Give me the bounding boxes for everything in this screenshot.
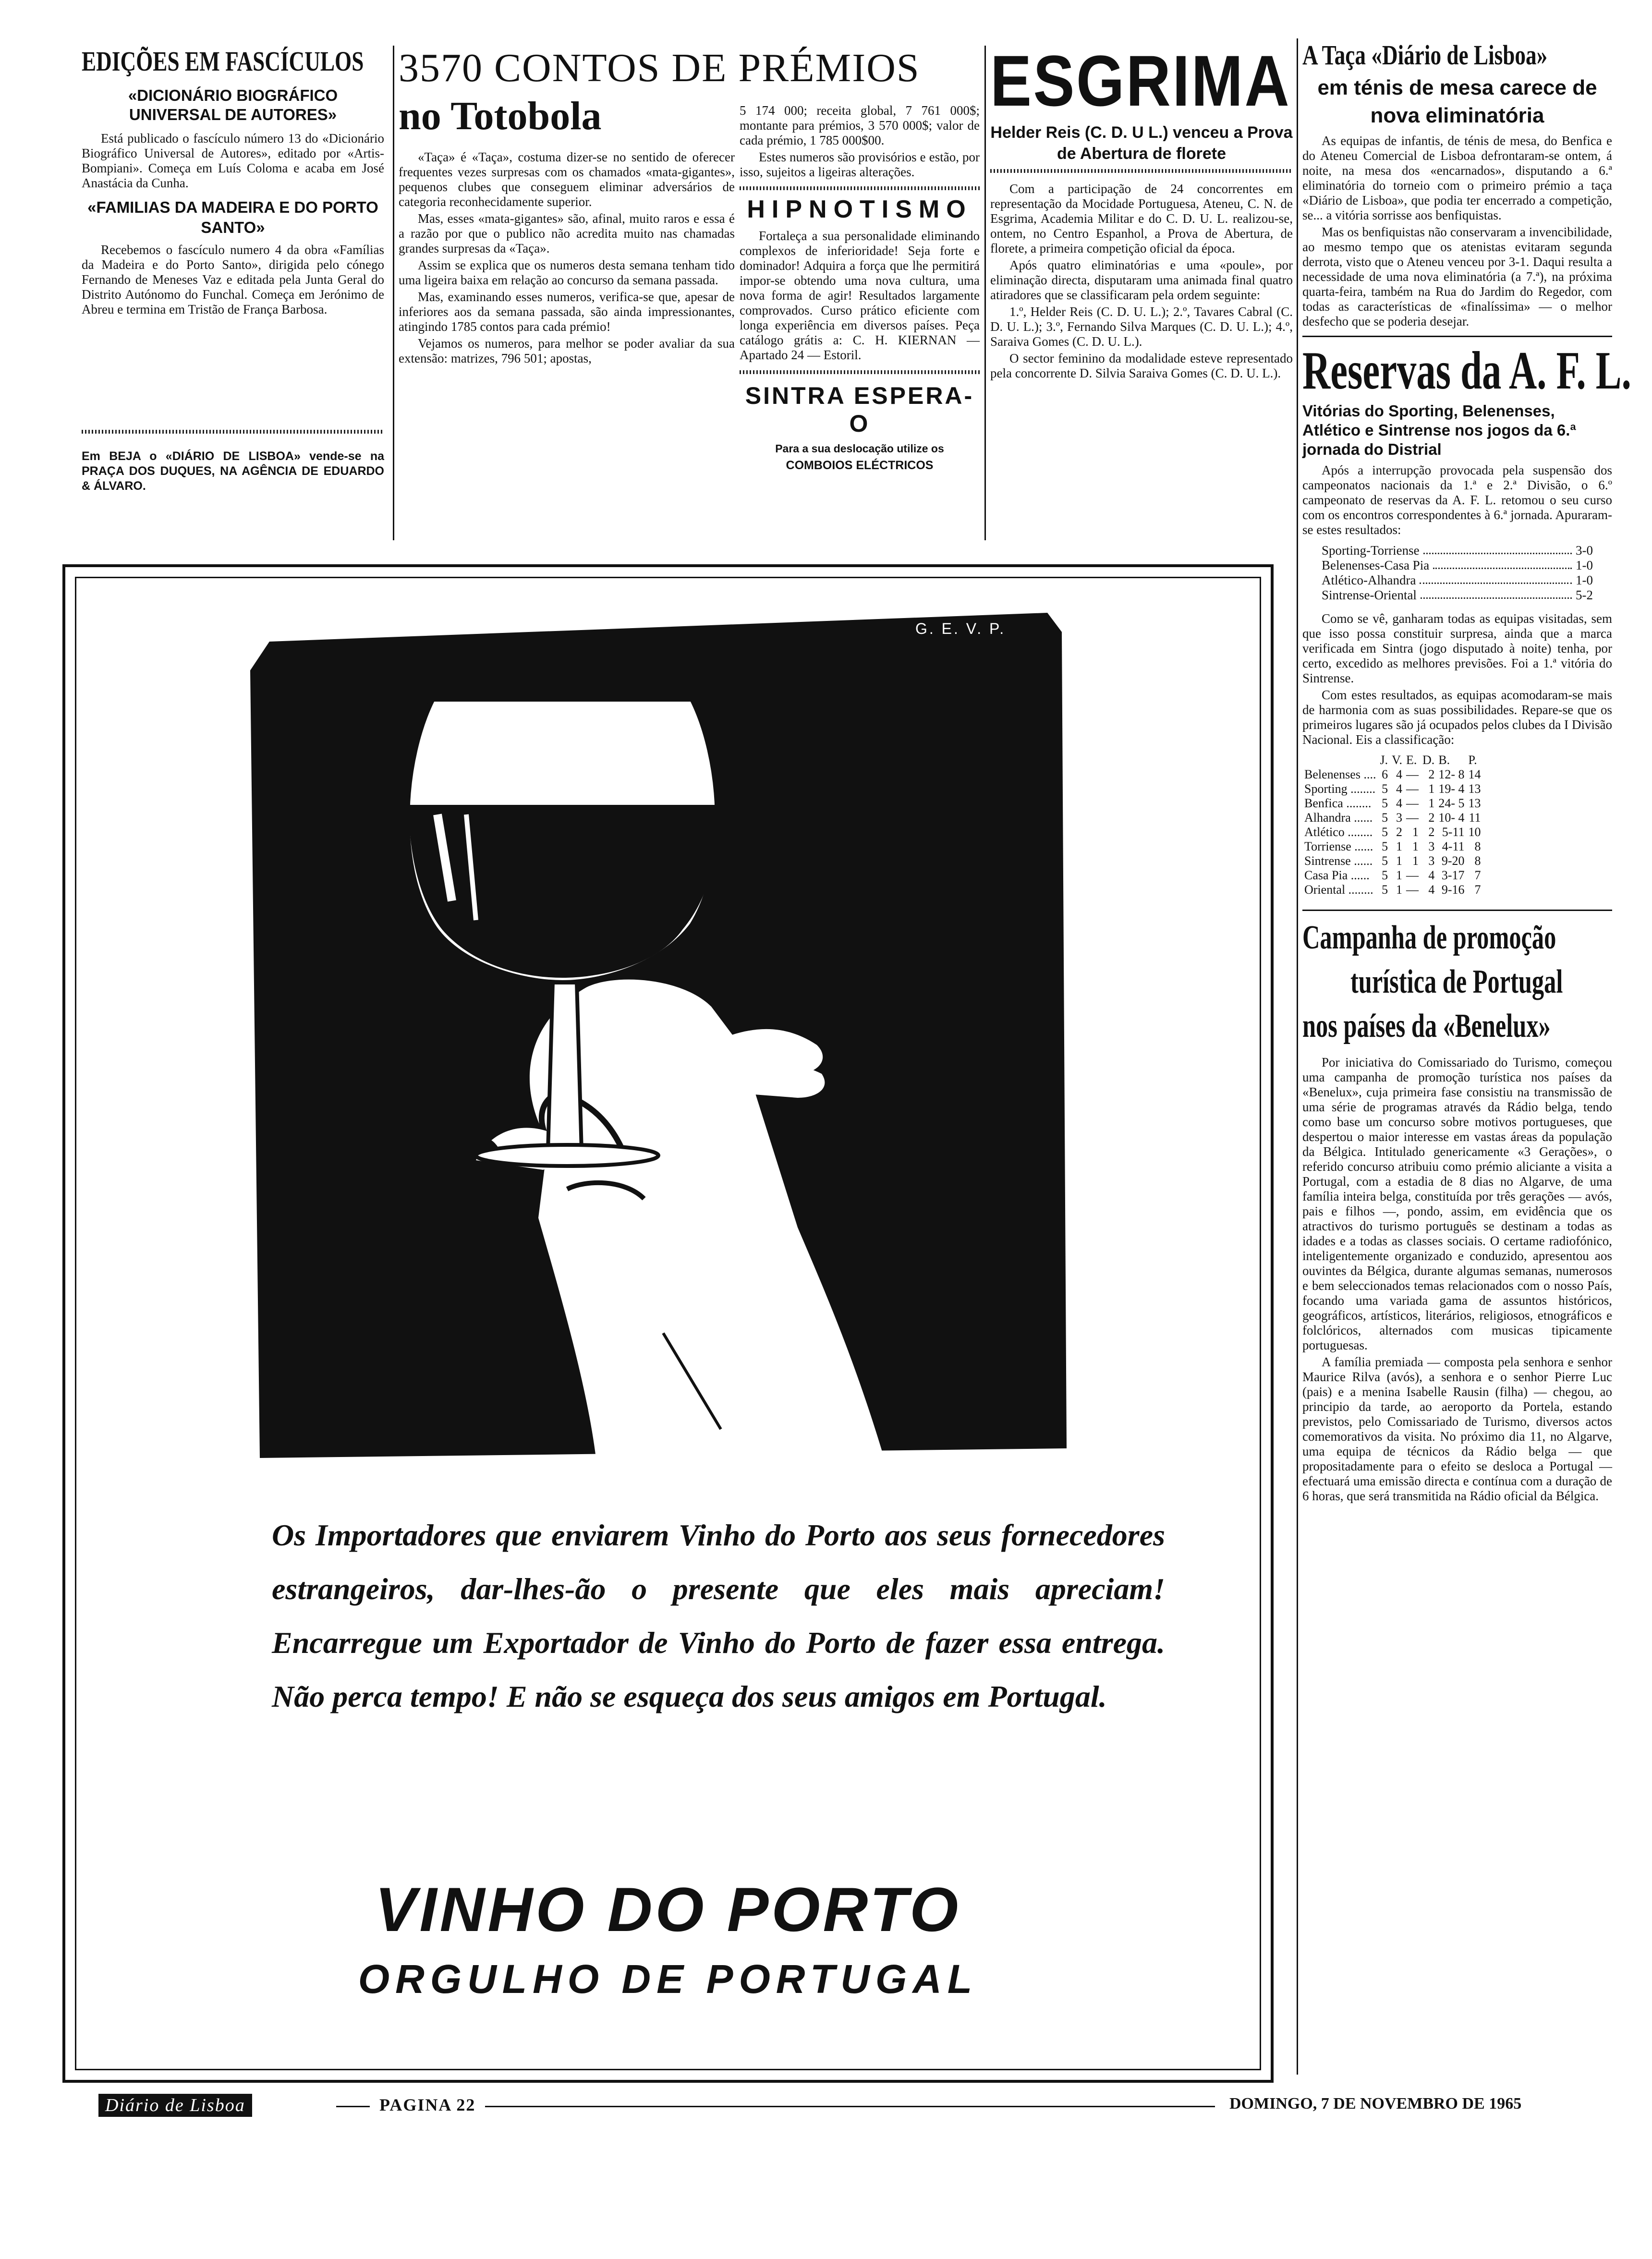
table-cell: 9-16 bbox=[1441, 883, 1465, 897]
table-header: E. bbox=[1406, 753, 1417, 767]
team-name: Belenenses .... bbox=[1304, 767, 1376, 781]
table-cell: 12- 8 bbox=[1438, 767, 1465, 781]
table-cell: 4 bbox=[1428, 883, 1435, 897]
beja-notice: Em BEJA o «DIÁRIO DE LISBOA» vende-se na PRAÇA DOS DUQUES, NA AGÊNCIA DE EDUARDO & ÁLVARO. bbox=[82, 449, 384, 493]
table-cell: 4 bbox=[1396, 796, 1403, 810]
slogan-vinho-do-porto: VINHO DO PORTO bbox=[375, 1874, 961, 1944]
table-cell: 11 bbox=[1469, 811, 1481, 825]
table-row bbox=[1302, 883, 1482, 897]
table-cell: 2 bbox=[1428, 811, 1435, 825]
subheading-taca: em ténis de mesa carece de nova eliminatória bbox=[1317, 76, 1597, 127]
divider bbox=[740, 186, 980, 190]
subheading-dicionario: «DICIONÁRIO BIOGRÁFICO UNIVERSAL DE AUTORES» bbox=[128, 86, 338, 123]
table-cell: 3 bbox=[1428, 854, 1435, 868]
table-cell: 5-11 bbox=[1442, 825, 1465, 839]
table-cell: 1 bbox=[1428, 782, 1435, 796]
table-header: D. bbox=[1422, 753, 1435, 767]
team-name: Torriense ...... bbox=[1304, 839, 1373, 853]
table-row bbox=[1302, 839, 1482, 854]
table-cell: 4 bbox=[1396, 767, 1403, 781]
table-cell: 13 bbox=[1468, 782, 1481, 796]
column-hipnotismo bbox=[740, 103, 980, 540]
slogan-orgulho: ORGULHO DE PORTUGAL bbox=[358, 1956, 978, 2002]
table-cell: 4 bbox=[1396, 782, 1403, 796]
table-cell: 8 bbox=[1474, 854, 1481, 868]
wine-glass-illustration bbox=[250, 613, 1076, 1468]
team-name: Sintrense ...... bbox=[1304, 854, 1373, 868]
headline-totobola-2: no Totobola bbox=[399, 94, 602, 138]
table-cell: 1 bbox=[1428, 796, 1435, 810]
paragraph-totobola-cont: 5 174 000; receita global, 7 761 000$; montante para prémios, 3 570 000$; valor de cada prémio, 1 785 000$00. bbox=[740, 103, 980, 147]
footer-rule bbox=[485, 2106, 1215, 2107]
table-cell: 14 bbox=[1468, 767, 1481, 781]
table-cell: 5 bbox=[1382, 839, 1388, 853]
table-cell: 1 bbox=[1396, 868, 1403, 882]
table-cell: 10 bbox=[1468, 825, 1481, 839]
table-cell: 2 bbox=[1428, 825, 1435, 839]
table-cell: 1 bbox=[1396, 854, 1403, 868]
table-cell: 1 bbox=[1412, 839, 1419, 853]
table-cell: 2 bbox=[1428, 767, 1435, 781]
paragraph-reservas-1: Após a interrupção provocada pela suspensão dos campeonatos nacionais da 1.ª e 2.ª Divisão, o 6.º campeonato de reservas da A. F. L. retomou o seu curso com os encontros correspondentes à 6.ª jornada. Apuraram-se estes resultados: bbox=[1302, 463, 1612, 537]
headline-esgrima: ESGRIMA bbox=[990, 40, 1291, 121]
divider bbox=[1302, 336, 1612, 337]
table-cell: — bbox=[1406, 811, 1419, 825]
table-row bbox=[1302, 782, 1482, 796]
footer-masthead: Diário de Lisboa bbox=[98, 2094, 252, 2117]
table-row bbox=[1302, 854, 1482, 868]
paragraph-hipnotismo: Fortaleça a sua personalidade eliminando complexos de inferioridade! Seja forte e dominador! Adquira a força que lhe permitirá impor-se obtendo uma nova cultura, uma nova forma de agir! Resultados largamente comprovados. Curso prático eficiente com longa experiência em diversos países. Peça catálogo grátis a: C. H. KIERNAN — Apartado 24 — Estoril. bbox=[740, 229, 980, 362]
table-cell: 3-17 bbox=[1441, 868, 1465, 882]
headline-edicoes: EDIÇÕES EM FASCÍCULOS bbox=[82, 46, 364, 77]
column-rule bbox=[393, 46, 394, 540]
table-row bbox=[1302, 825, 1482, 839]
divider bbox=[740, 370, 980, 374]
team-name: Alhandra ...... bbox=[1304, 811, 1373, 825]
table-cell: 1 bbox=[1412, 825, 1419, 839]
subheading-reservas: Vitórias do Sporting, Belenenses, Atlético e Sintrense nos jogos da 6.ª jornada do Distrial bbox=[1302, 402, 1576, 458]
result-row: Sintrense-Oriental 5-2 bbox=[1322, 588, 1593, 602]
paragraph-totobola-3: Assim se explica que os numeros desta semana tenham tido uma ligeira baixa em relação ao concurso da semana passada. bbox=[399, 258, 735, 287]
headline-taca: A Taça «Diário de Lisboa» bbox=[1302, 39, 1548, 71]
table-cell: 8 bbox=[1474, 839, 1481, 853]
paragraph-reservas-2: Como se vê, ganharam todas as equipas visitadas, sem que isso possa constituir surpresa, ainda que a marca verificada em Sintra (jogo disputado à noite) tenha, por certo, excedido as melhores previsões. Foi a 1.ª vitória do Sintrense. bbox=[1302, 611, 1612, 685]
table-cell: 4 bbox=[1428, 868, 1435, 882]
table-cell: 19- 4 bbox=[1438, 782, 1465, 796]
table-cell: 4-11 bbox=[1442, 839, 1465, 853]
paragraph-familias: Recebemos o fascículo numero 4 da obra «Famílias da Madeira e do Porto Santo», dirigida pelo cónego Fernando de Meneses Vaz e editada pela Junta Geral do Distrito Autónomo do Funchal. Começa em Jerónimo de Abreu e termina em Tristão de França Barbosa. bbox=[82, 243, 384, 316]
paragraph-esgrima-3: 1.º, Helder Reis (C. D. U. L.); 2.º, Tavares Cabral (C. D. U. L.); 3.º, Fernando Silva Marques (C. D. U. L.); 4.º, Saraiva Gomes (C. D. U. L.). bbox=[990, 304, 1293, 349]
paragraph-taca-2: Mas os benfiquistas não conservaram a invencibilidade, ao mesmo tempo que os atenistas evitaram segunda derrota, visto que o Ateneu venceu por 3-1. Daqui resulta a necessidade de uma nova eliminatória (a 7.ª), na próxima quarta-feira, também na Rua do Jardim do Regedor, com todas as características de «finalíssima» — o melhor desfecho que se poderia desejar. bbox=[1302, 225, 1612, 328]
paragraph-campanha-1: Por iniciativa do Comissariado do Turismo, começou uma campanha de promoção turística nos países da «Benelux», cuja primeira fase consistiu na transmissão de uma série de programas através da Rádio belga, tendo como base um concurso sobre motivos portugueses, que despertou o maior interesse em vastas áreas da população da Bélgica. Intitulado genericamente «3 Gerações», o referido concurso atribuiu como prémio aliciante a visita a Portugal, com a estadia de 8 dias no Algarve, de uma família inteira belga, constituída por três gerações — avós, pais e filhos —, pondo, assim, em evidência que os atractivos do turismo português se destinam a todas as idades e a todas as classes sociais. O certame radiofónico, inteligentemente organizado e conduzido, apresentou aos ouvintes da Bélgica, durante algumas semanas, numerosos e bem seleccionados temas relacionados com o nosso País, focando uma variada gama de assuntos históricos, geográficos, artísticos, literários, religiosos, etnográficos e folclóricos, alternados com musicas tipicamente portuguesas. bbox=[1302, 1055, 1612, 1352]
divider bbox=[82, 430, 384, 434]
table-cell: 10- 4 bbox=[1438, 811, 1465, 825]
paragraph-campanha-2: A família premiada — composta pela senhora e senhor Maurice Rilva (avós), a senhora e o senhor Pierre Luc (pais) e a menina Isabelle Rausin (filha) — chegou, ao principio da tarde, ao aeroporto da Portela, estando previstos, pelo Comissariado de Turismo, diversos actos comemorativos da visita. No próximo dia 11, no Algarve, uma equipa de técnicos da Rádio belga — que propositadamente para o efeito se desloca a Portugal — efectuará uma emissão directa e contínua com a duração de 6 horas, que será transmitida na Rádio oficial da Bélgica. bbox=[1302, 1355, 1612, 1503]
column-rule bbox=[984, 46, 986, 540]
headline-campanha: Campanha de promoção bbox=[1302, 919, 1556, 956]
table-header: V. bbox=[1392, 753, 1403, 767]
paragraph-totobola-cont-2: Estes numeros são provisórios e estão, por isso, sujeitos a ligeiras alterações. bbox=[740, 150, 980, 179]
table-row bbox=[1302, 796, 1482, 811]
table-cell: 7 bbox=[1474, 883, 1481, 897]
paragraph-esgrima-4: O sector feminino da modalidade esteve representado pela concorrente D. Silvia Saraiva Gomes (C. D. U. L.). bbox=[990, 351, 1293, 380]
table-row bbox=[1302, 767, 1482, 782]
table-cell: — bbox=[1406, 782, 1419, 796]
issue-date: DOMINGO, 7 DE NOVEMBRO DE 1965 bbox=[1229, 2095, 1522, 2113]
headline-campanha-3: nos países da «Benelux» bbox=[1302, 1008, 1551, 1044]
table-row bbox=[1302, 868, 1482, 883]
table-header: B. bbox=[1438, 753, 1450, 767]
table-cell: — bbox=[1406, 796, 1419, 810]
paragraph-totobola-2: Mas, esses «mata-gigantes» são, afinal, muito raros e essa é a razão por que o publico não acredita muito nas chamadas grandes surpresas da «Taça». bbox=[399, 211, 735, 255]
headline-reservas: Reservas da A. F. L. bbox=[1302, 341, 1631, 401]
subheading-familias: «FAMILIAS DA MADEIRA E DO PORTO SANTO» bbox=[87, 198, 378, 236]
table-cell: 7 bbox=[1474, 868, 1481, 882]
result-row: Sporting-Torriense 3-0 bbox=[1322, 543, 1593, 558]
paragraph-totobola-5: Vejamos os numeros, para melhor se poder avaliar da sua extensão: matrizes, 796 501; apostas, bbox=[399, 336, 735, 365]
table-cell: 9-20 bbox=[1441, 854, 1465, 868]
divider bbox=[990, 169, 1293, 173]
sintra-line-1: Para a sua deslocação utilize os bbox=[775, 442, 944, 455]
headline-campanha-2: turística de Portugal bbox=[1350, 963, 1563, 1000]
paragraph-totobola-4: Mas, examinando esses numeros, verifica-se que, apesar de inferiores aos da semana passada, são ainda impressionantes, atingindo 1785 contos para cada prémio! bbox=[399, 290, 735, 334]
paragraph-reservas-3: Com estes resultados, as equipas acomodaram-se mais de harmonia com as suas possibilidades. Repare-se que os primeiros lugares são já ocupados pelos clubes da I Divisão Nacional. Eis a classificação: bbox=[1302, 688, 1612, 747]
table-cell: 13 bbox=[1468, 796, 1481, 810]
table-cell: 1 bbox=[1396, 883, 1403, 897]
table-cell: 2 bbox=[1396, 825, 1403, 839]
column-esgrima bbox=[990, 42, 1293, 542]
table-cell: 3 bbox=[1428, 839, 1435, 853]
table-header: P. bbox=[1468, 753, 1477, 767]
table-cell: 24- 5 bbox=[1438, 796, 1465, 810]
page-number: PAGINA 22 bbox=[379, 2095, 476, 2114]
table-cell: 5 bbox=[1382, 811, 1388, 825]
table-cell: 1 bbox=[1412, 854, 1419, 868]
results-list bbox=[1322, 543, 1593, 603]
team-name: Sporting ........ bbox=[1304, 782, 1376, 796]
heading-hipnotismo: HIPNOTISMO bbox=[747, 195, 972, 223]
team-name: Casa Pia ...... bbox=[1304, 868, 1370, 882]
column-edicoes bbox=[82, 46, 384, 535]
team-name: Atlético ........ bbox=[1304, 825, 1373, 839]
team-name: Oriental ........ bbox=[1304, 883, 1373, 897]
table-cell: 1 bbox=[1396, 839, 1403, 853]
heading-sintra: SINTRA ESPERA-O bbox=[745, 382, 974, 437]
paragraph-taca-1: As equipas de infantis, de ténis de mesa, do Benfica e do Ateneu Comercial de Lisboa defrontaram-se ontem, á noite, na mesa dos «encarnados», disputando a 6.ª eliminatória do torneio com o primeiro prémio a taça «Diário de Lisboa», que podia ter encerrado a competição, se... a vitória sorrisse aos benfiquistas. bbox=[1302, 134, 1612, 222]
subheading-esgrima: Helder Reis (C. D. U L.) venceu a Prova de Abertura de florete bbox=[990, 123, 1293, 163]
footer-rule bbox=[336, 2106, 370, 2107]
table-cell: 6 bbox=[1382, 767, 1388, 781]
table-cell: 3 bbox=[1396, 811, 1403, 825]
port-wine-advertisement bbox=[62, 564, 1274, 2083]
table-cell: 5 bbox=[1382, 868, 1388, 882]
team-name: Benfica ........ bbox=[1304, 796, 1372, 810]
table-cell: — bbox=[1406, 767, 1419, 781]
result-row: Atlético-Alhandra 1-0 bbox=[1322, 573, 1593, 587]
column-right bbox=[1302, 38, 1631, 2075]
headline-totobola: 3570 CONTOS DE PRÉMIOS bbox=[399, 46, 920, 90]
divider bbox=[1302, 910, 1612, 911]
paragraph-dicionario: Está publicado o fascículo número 13 do «Dicionário Biográfico Universal de Autores», editado por «Artis-Bompiani». Começa em Luís Coloma e acaba em José Anastácia da Cunha. bbox=[82, 131, 384, 190]
table-row bbox=[1302, 811, 1482, 825]
sintra-line-2: COMBOIOS ELÉCTRICOS bbox=[786, 459, 934, 472]
classification-table bbox=[1302, 753, 1482, 897]
table-cell: 5 bbox=[1382, 796, 1388, 810]
paragraph-totobola-1: «Taça» é «Taça», costuma dizer-se no sentido de oferecer frequentes vezes surpresas com os chamados «mata-gigantes», pequenos clubes que conseguem eliminar adversários de categoria reconhecidamente superior. bbox=[399, 150, 735, 209]
result-row: Belenenses-Casa Pia 1-0 bbox=[1322, 558, 1593, 572]
advertisement-copy: Os Importadores que enviarem Vinho do Porto aos seus fornecedores estrangeiros, dar-lhes-ão o presente que eles mais apreciam! Encarregue um Exportador de Vinho do Porto de fazer essa entrega. Não perca tempo! E não se esqueça dos seus amigos em Portugal. bbox=[272, 1518, 1165, 1713]
table-cell: 5 bbox=[1382, 825, 1388, 839]
table-cell: 5 bbox=[1382, 854, 1388, 868]
table-header: J. bbox=[1380, 753, 1388, 767]
artist-signature: G. E. V. P. bbox=[915, 620, 1006, 637]
table-cell: 5 bbox=[1382, 883, 1388, 897]
table-cell: 5 bbox=[1382, 782, 1388, 796]
table-cell: — bbox=[1406, 883, 1419, 897]
paragraph-esgrima-2: Após quatro eliminatórias e uma «poule», por eliminação directa, disputaram uma animada final quatro atiradores que se classificaram pela ordem seguinte: bbox=[990, 258, 1293, 302]
table-cell: — bbox=[1406, 868, 1419, 882]
column-rule bbox=[1297, 38, 1298, 2075]
paragraph-esgrima-1: Com a participação de 24 concorrentes em representação da Mocidade Portuguesa, Ateneu, C. N. de Esgrima, Academia Militar e do C. D. U. L. realizou-se, ontem, no Centro Espanhol, a Prova de Abertura, de florete, a primeira competição oficial da época. bbox=[990, 182, 1293, 255]
